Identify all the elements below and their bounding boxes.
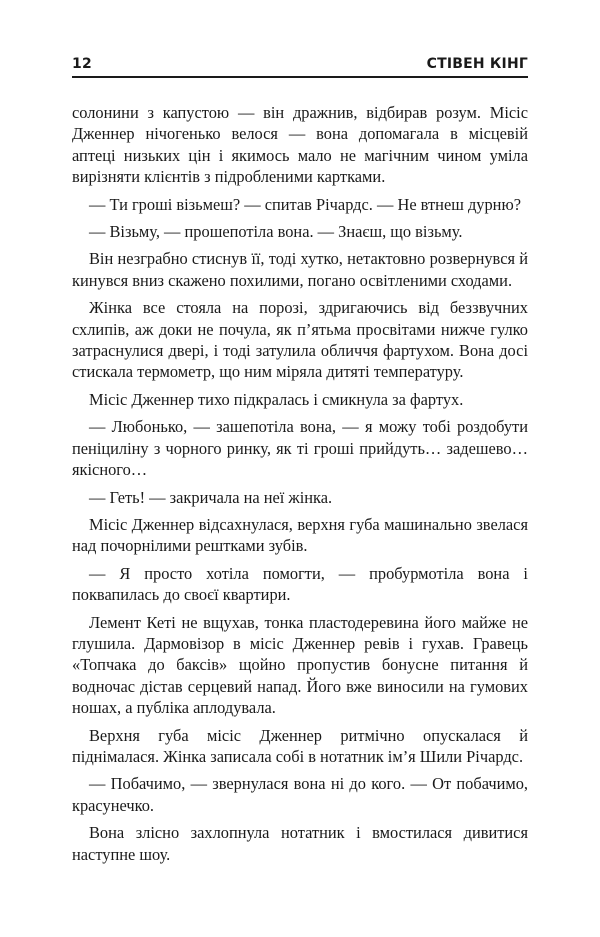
paragraph: Лемент Кеті не вщухав, тонка пластодеревина його майже не глушила. Дармовізор в місіс Дженнер ревів і гухав. Гравець «Топчака до баксів» щойно пропустив бонусне питання й водночас дістав серцевий напад. Його вже виносили на гумових ношах, а публіка аплодувала. bbox=[72, 612, 528, 718]
page-number: 12 bbox=[72, 56, 92, 72]
page-header bbox=[72, 50, 528, 78]
book-page bbox=[72, 50, 528, 890]
paragraph: Місіс Дженнер відсахнулася, верхня губа машинально звелася над почорнілими рештками зубів. bbox=[72, 514, 528, 556]
paragraph: Жінка все стояла на порозі, здригаючись від беззвучних схлипів, аж доки не почула, як п’ятьма просвітами нижче гулко затраснулися двері, і тоді затулила обличчя фартухом. Вона досі стискала термометр, що ним міряла дитяті температуру. bbox=[72, 298, 528, 382]
paragraph: — Любонько, — зашепотіла вона, — я можу тобі роздобути пеніциліну з чорного ринку, як ті гроші прийдуть… задешево… якісного… bbox=[72, 417, 528, 480]
paragraph: Місіс Дженнер тихо підкралась і смикнула за фартух. bbox=[89, 389, 464, 409]
paragraph: солонини з капустою — він дражнив, відбирав розум. Місіс Дженнер нічогенько велося — вона допомагала в місцевій аптеці низьких цін і якимось мало не магічним чином уміла вирізняти клієнтів з підробленими картками. bbox=[72, 103, 528, 187]
paragraph: — Я просто хотіла помогти, — пробурмотіла вона і поквапилась до своєї квартири. bbox=[72, 563, 528, 605]
body-text bbox=[72, 102, 528, 865]
paragraph: — Ти гроші візьмеш? — спитав Річардс. — Не втнеш дурню? bbox=[89, 194, 521, 214]
paragraph: Вона злісно захлопнула нотатник і вмостилася дивитися наступне шоу. bbox=[72, 823, 528, 864]
paragraph: — Геть! — закричала на неї жінка. bbox=[89, 487, 333, 507]
running-head-author: СТІВЕН КІНГ bbox=[426, 56, 528, 72]
paragraph: — Візьму, — прошепотіла вона. — Знаєш, що візьму. bbox=[89, 222, 463, 242]
paragraph: Він незграбно стиснув її, тоді хутко, нетактовно розвернувся й кинувся вниз скажено похилими, погано освітленими сходами. bbox=[72, 249, 528, 290]
paragraph: Верхня губа місіс Дженнер ритмічно опускалася й піднімалася. Жінка записала собі в нотатник ім’я Шили Річардс. bbox=[72, 725, 528, 766]
paragraph: — Побачимо, — звернулася вона ні до кого. — От побачимо, красунечко. bbox=[72, 774, 528, 815]
